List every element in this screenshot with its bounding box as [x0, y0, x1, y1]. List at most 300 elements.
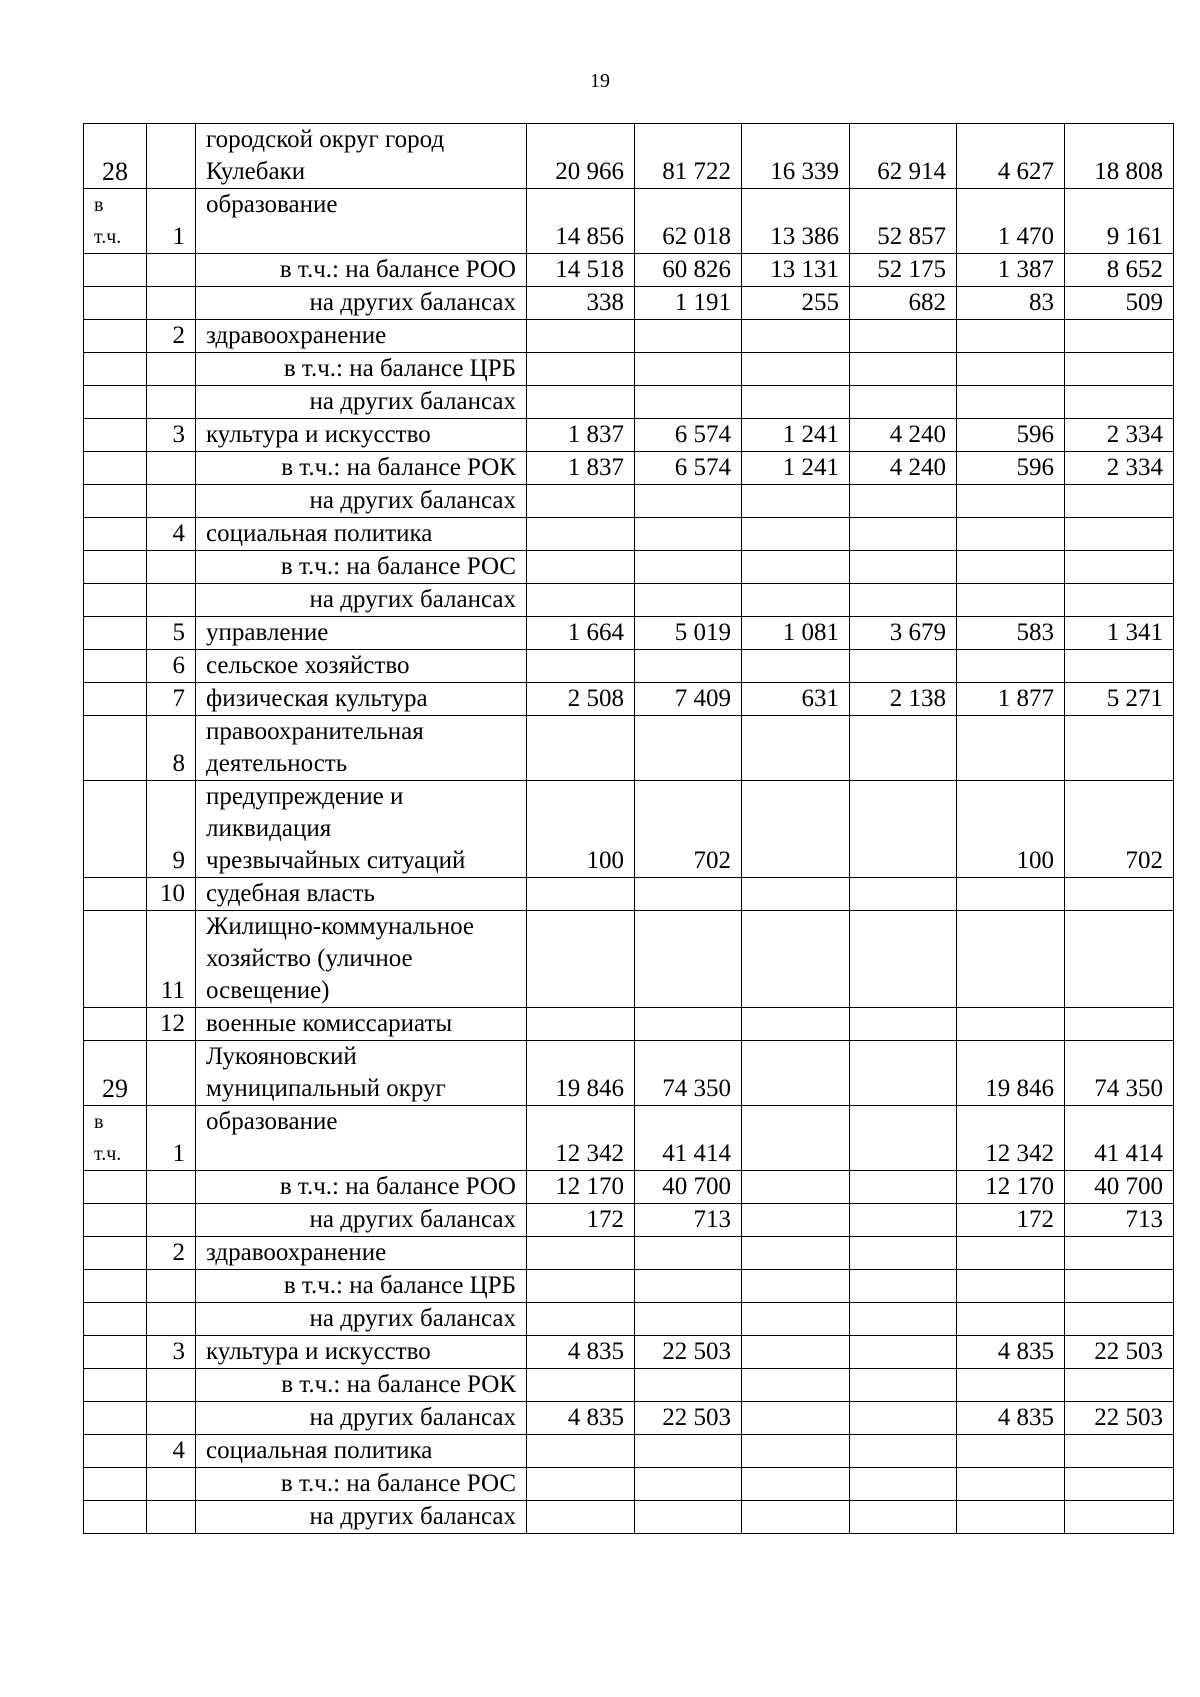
item-index: 6 — [147, 650, 196, 683]
value-cell — [850, 1171, 957, 1204]
value-cell — [850, 1435, 957, 1468]
value-cell: 596 — [957, 419, 1065, 452]
empty-cell — [84, 1237, 147, 1270]
empty-cell — [84, 353, 147, 386]
table-row — [84, 1435, 1174, 1468]
value-cell — [527, 1303, 635, 1336]
value-cell — [957, 320, 1065, 353]
value-cell — [527, 1501, 635, 1534]
value-cell — [957, 386, 1065, 419]
item-name: культура и искусство — [196, 1336, 527, 1369]
subitem-name: в т.ч.: на балансе РОК — [196, 1369, 527, 1402]
subitem-name: на других балансах — [196, 287, 527, 320]
item-index — [147, 551, 196, 584]
value-cell: 41 414 — [1065, 1106, 1174, 1171]
table-row — [84, 1204, 1174, 1237]
table-row — [84, 1369, 1174, 1402]
group-number: 29 — [84, 1041, 147, 1106]
empty-cell — [84, 781, 147, 878]
value-cell: 12 170 — [527, 1171, 635, 1204]
value-cell — [850, 1270, 957, 1303]
value-cell: 22 503 — [1065, 1402, 1174, 1435]
table-row — [84, 584, 1174, 617]
subitem-name: в т.ч.: на балансе РОС — [196, 1468, 527, 1501]
value-cell — [1065, 485, 1174, 518]
value-cell: 62 914 — [850, 124, 957, 189]
value-cell: 631 — [742, 683, 850, 716]
table-row — [84, 878, 1174, 911]
table-row — [84, 911, 1174, 1008]
value-cell — [742, 1369, 850, 1402]
empty-cell — [84, 878, 147, 911]
value-cell — [957, 518, 1065, 551]
value-cell — [1065, 1008, 1174, 1041]
value-cell — [742, 1435, 850, 1468]
value-cell — [850, 1369, 957, 1402]
item-index: 9 — [147, 781, 196, 878]
value-cell: 702 — [1065, 781, 1174, 878]
item-index: 3 — [147, 419, 196, 452]
value-cell — [850, 781, 957, 878]
item-name: управление — [196, 617, 527, 650]
value-cell — [957, 584, 1065, 617]
value-cell — [527, 1237, 635, 1270]
value-cell — [742, 716, 850, 781]
value-cell — [742, 650, 850, 683]
table-row — [84, 518, 1174, 551]
value-cell — [1065, 551, 1174, 584]
value-cell — [742, 485, 850, 518]
value-cell: 1 387 — [957, 254, 1065, 287]
table-row — [84, 1237, 1174, 1270]
subitem-name: на других балансах — [196, 1204, 527, 1237]
value-cell: 12 170 — [957, 1171, 1065, 1204]
item-index: 8 — [147, 716, 196, 781]
value-cell: 2 334 — [1065, 452, 1174, 485]
item-index: 1 — [147, 189, 196, 254]
value-cell — [742, 320, 850, 353]
item-name: образование — [196, 189, 527, 254]
value-cell — [527, 584, 635, 617]
item-name: культура и искусство — [196, 419, 527, 452]
value-cell: 74 350 — [1065, 1041, 1174, 1106]
item-index: 4 — [147, 518, 196, 551]
item-name: городской округ город Кулебаки — [196, 124, 527, 189]
group-note: в т.ч. — [84, 189, 147, 254]
value-cell — [850, 518, 957, 551]
empty-cell — [84, 287, 147, 320]
table-row — [84, 1336, 1174, 1369]
value-cell — [527, 716, 635, 781]
value-cell: 100 — [957, 781, 1065, 878]
item-index — [147, 386, 196, 419]
table-row — [84, 551, 1174, 584]
value-cell — [527, 1270, 635, 1303]
value-cell: 713 — [1065, 1204, 1174, 1237]
subitem-name: в т.ч.: на балансе РОС — [196, 551, 527, 584]
value-cell: 172 — [527, 1204, 635, 1237]
value-cell — [742, 781, 850, 878]
subitem-name: в т.ч.: на балансе ЦРБ — [196, 1270, 527, 1303]
value-cell — [635, 353, 742, 386]
value-cell — [850, 1336, 957, 1369]
value-cell — [850, 1008, 957, 1041]
value-cell: 509 — [1065, 287, 1174, 320]
value-cell: 40 700 — [1065, 1171, 1174, 1204]
value-cell: 52 175 — [850, 254, 957, 287]
value-cell — [742, 1041, 850, 1106]
value-cell: 4 240 — [850, 452, 957, 485]
value-cell — [742, 1468, 850, 1501]
value-cell: 12 342 — [957, 1106, 1065, 1171]
item-index: 5 — [147, 617, 196, 650]
value-cell: 20 966 — [527, 124, 635, 189]
value-cell — [742, 518, 850, 551]
value-cell: 4 835 — [957, 1336, 1065, 1369]
value-cell: 1 241 — [742, 452, 850, 485]
subitem-name: на других балансах — [196, 1402, 527, 1435]
value-cell — [1065, 1468, 1174, 1501]
empty-cell — [84, 617, 147, 650]
item-name: здравоохранение — [196, 1237, 527, 1270]
item-index: 11 — [147, 911, 196, 1008]
value-cell: 1 191 — [635, 287, 742, 320]
empty-cell — [84, 1270, 147, 1303]
empty-cell — [84, 716, 147, 781]
table-row — [84, 353, 1174, 386]
value-cell: 255 — [742, 287, 850, 320]
value-cell — [635, 1369, 742, 1402]
item-index — [147, 353, 196, 386]
value-cell — [635, 1008, 742, 1041]
value-cell — [1065, 1270, 1174, 1303]
empty-cell — [84, 419, 147, 452]
value-cell — [635, 1501, 742, 1534]
value-cell — [957, 1501, 1065, 1534]
table-row — [84, 1468, 1174, 1501]
value-cell: 596 — [957, 452, 1065, 485]
empty-cell — [84, 683, 147, 716]
table-row — [84, 1171, 1174, 1204]
empty-cell — [84, 1336, 147, 1369]
value-cell: 1 341 — [1065, 617, 1174, 650]
empty-cell — [84, 1369, 147, 1402]
value-cell — [635, 1303, 742, 1336]
value-cell — [850, 353, 957, 386]
value-cell — [1065, 386, 1174, 419]
value-cell — [742, 911, 850, 1008]
value-cell — [850, 1204, 957, 1237]
value-cell — [850, 386, 957, 419]
item-index — [147, 1303, 196, 1336]
empty-cell — [84, 1435, 147, 1468]
value-cell: 1 081 — [742, 617, 850, 650]
value-cell: 9 161 — [1065, 189, 1174, 254]
table-row — [84, 1501, 1174, 1534]
subitem-name: на других балансах — [196, 386, 527, 419]
empty-cell — [84, 1204, 147, 1237]
subitem-name: на других балансах — [196, 1501, 527, 1534]
empty-cell — [84, 1468, 147, 1501]
table-row — [84, 683, 1174, 716]
item-index — [147, 1501, 196, 1534]
item-index — [147, 254, 196, 287]
value-cell — [850, 1237, 957, 1270]
value-cell — [742, 1008, 850, 1041]
value-cell — [742, 1501, 850, 1534]
table-row — [84, 419, 1174, 452]
value-cell — [527, 353, 635, 386]
table-row — [84, 781, 1174, 878]
item-index — [147, 1369, 196, 1402]
value-cell — [742, 353, 850, 386]
value-cell — [742, 1402, 850, 1435]
value-cell — [1065, 1435, 1174, 1468]
table-row — [84, 1402, 1174, 1435]
value-cell — [850, 1041, 957, 1106]
value-cell — [635, 386, 742, 419]
value-cell — [527, 485, 635, 518]
value-cell: 2 138 — [850, 683, 957, 716]
empty-cell — [84, 1303, 147, 1336]
table-row — [84, 287, 1174, 320]
empty-cell — [84, 386, 147, 419]
empty-cell — [84, 1008, 147, 1041]
value-cell: 52 857 — [850, 189, 957, 254]
empty-cell — [84, 1171, 147, 1204]
value-cell — [527, 386, 635, 419]
table-row — [84, 1270, 1174, 1303]
value-cell — [635, 1468, 742, 1501]
item-index — [147, 452, 196, 485]
subitem-name: в т.ч.: на балансе ЦРБ — [196, 353, 527, 386]
table-row — [84, 617, 1174, 650]
value-cell — [957, 1270, 1065, 1303]
value-cell — [957, 551, 1065, 584]
value-cell — [1065, 353, 1174, 386]
value-cell — [957, 353, 1065, 386]
value-cell: 5 271 — [1065, 683, 1174, 716]
value-cell — [742, 1106, 850, 1171]
value-cell — [850, 1106, 957, 1171]
value-cell — [1065, 1501, 1174, 1534]
table-row — [84, 1106, 1174, 1171]
value-cell — [742, 1303, 850, 1336]
table-row — [84, 124, 1174, 189]
empty-cell — [84, 650, 147, 683]
item-index: 4 — [147, 1435, 196, 1468]
value-cell — [957, 1369, 1065, 1402]
value-cell — [1065, 716, 1174, 781]
value-cell — [527, 878, 635, 911]
group-note: в т.ч. — [84, 1106, 147, 1171]
value-cell — [635, 584, 742, 617]
value-cell — [742, 878, 850, 911]
item-index: 10 — [147, 878, 196, 911]
value-cell: 682 — [850, 287, 957, 320]
value-cell — [957, 716, 1065, 781]
empty-cell — [84, 1402, 147, 1435]
value-cell — [1065, 911, 1174, 1008]
subitem-name: в т.ч.: на балансе РОК — [196, 452, 527, 485]
subitem-name: в т.ч.: на балансе РОО — [196, 254, 527, 287]
value-cell — [742, 584, 850, 617]
value-cell — [635, 878, 742, 911]
value-cell — [957, 911, 1065, 1008]
item-index — [147, 287, 196, 320]
value-cell — [850, 716, 957, 781]
value-cell — [635, 911, 742, 1008]
value-cell — [850, 1468, 957, 1501]
value-cell — [635, 1435, 742, 1468]
group-number: 28 — [84, 124, 147, 189]
item-index: 2 — [147, 320, 196, 353]
value-cell: 14 518 — [527, 254, 635, 287]
value-cell — [742, 1336, 850, 1369]
subitem-name: на других балансах — [196, 1303, 527, 1336]
value-cell: 1 664 — [527, 617, 635, 650]
item-index: 2 — [147, 1237, 196, 1270]
value-cell — [957, 1468, 1065, 1501]
item-index — [147, 584, 196, 617]
value-cell — [850, 485, 957, 518]
value-cell — [742, 551, 850, 584]
value-cell: 4 240 — [850, 419, 957, 452]
item-name: физическая культура — [196, 683, 527, 716]
table-row — [84, 1041, 1174, 1106]
value-cell — [850, 878, 957, 911]
item-name: Жилищно-коммунальное хозяйство (уличное освещение) — [196, 911, 527, 1008]
value-cell — [850, 1402, 957, 1435]
table-row — [84, 1303, 1174, 1336]
table-row — [84, 386, 1174, 419]
value-cell — [850, 320, 957, 353]
value-cell — [527, 518, 635, 551]
value-cell: 100 — [527, 781, 635, 878]
empty-cell — [84, 518, 147, 551]
item-name: здравоохранение — [196, 320, 527, 353]
item-name: военные комиссариаты — [196, 1008, 527, 1041]
value-cell — [957, 878, 1065, 911]
value-cell — [527, 650, 635, 683]
value-cell: 702 — [635, 781, 742, 878]
value-cell — [635, 551, 742, 584]
item-index: 12 — [147, 1008, 196, 1041]
item-name: социальная политика — [196, 518, 527, 551]
value-cell: 12 342 — [527, 1106, 635, 1171]
value-cell — [850, 551, 957, 584]
value-cell — [1065, 518, 1174, 551]
empty-cell — [84, 254, 147, 287]
value-cell — [635, 518, 742, 551]
value-cell — [957, 650, 1065, 683]
table-row — [84, 320, 1174, 353]
value-cell — [527, 1435, 635, 1468]
value-cell — [742, 1171, 850, 1204]
value-cell — [635, 485, 742, 518]
value-cell — [957, 485, 1065, 518]
table-body — [84, 124, 1174, 1534]
item-name: социальная политика — [196, 1435, 527, 1468]
value-cell: 4 835 — [957, 1402, 1065, 1435]
item-index — [147, 1270, 196, 1303]
value-cell: 583 — [957, 617, 1065, 650]
value-cell: 6 574 — [635, 419, 742, 452]
value-cell — [527, 911, 635, 1008]
value-cell: 6 574 — [635, 452, 742, 485]
value-cell — [957, 1237, 1065, 1270]
value-cell: 338 — [527, 287, 635, 320]
value-cell — [742, 1237, 850, 1270]
item-name: сельское хозяйство — [196, 650, 527, 683]
value-cell — [1065, 1303, 1174, 1336]
empty-cell — [84, 551, 147, 584]
item-index — [147, 1402, 196, 1435]
value-cell: 2 508 — [527, 683, 635, 716]
value-cell — [742, 386, 850, 419]
table-row — [84, 452, 1174, 485]
value-cell — [742, 1204, 850, 1237]
item-name: судебная власть — [196, 878, 527, 911]
value-cell — [527, 551, 635, 584]
value-cell — [635, 1237, 742, 1270]
value-cell — [527, 1008, 635, 1041]
value-cell: 172 — [957, 1204, 1065, 1237]
table-row — [84, 485, 1174, 518]
item-index — [147, 1041, 196, 1106]
value-cell: 22 503 — [635, 1402, 742, 1435]
subitem-name: на других балансах — [196, 584, 527, 617]
table-row — [84, 650, 1174, 683]
table-row — [84, 716, 1174, 781]
table-row — [84, 254, 1174, 287]
value-cell — [527, 1369, 635, 1402]
subitem-name: на других балансах — [196, 485, 527, 518]
empty-cell — [84, 911, 147, 1008]
value-cell — [1065, 650, 1174, 683]
value-cell: 18 808 — [1065, 124, 1174, 189]
value-cell: 1 241 — [742, 419, 850, 452]
value-cell — [850, 1501, 957, 1534]
item-name: образование — [196, 1106, 527, 1171]
table-row — [84, 189, 1174, 254]
value-cell: 74 350 — [635, 1041, 742, 1106]
value-cell: 62 018 — [635, 189, 742, 254]
budget-table — [83, 123, 1174, 1534]
item-name: правоохранительная деятельность — [196, 716, 527, 781]
value-cell: 14 856 — [527, 189, 635, 254]
value-cell: 1 470 — [957, 189, 1065, 254]
item-index: 3 — [147, 1336, 196, 1369]
value-cell — [635, 716, 742, 781]
value-cell: 19 846 — [957, 1041, 1065, 1106]
value-cell — [850, 584, 957, 617]
item-name: Лукояновский муниципальный округ — [196, 1041, 527, 1106]
value-cell: 4 627 — [957, 124, 1065, 189]
value-cell — [1065, 584, 1174, 617]
value-cell — [1065, 1369, 1174, 1402]
value-cell: 2 334 — [1065, 419, 1174, 452]
value-cell — [527, 1468, 635, 1501]
empty-cell — [84, 320, 147, 353]
value-cell: 7 409 — [635, 683, 742, 716]
empty-cell — [84, 1501, 147, 1534]
subitem-name: в т.ч.: на балансе РОО — [196, 1171, 527, 1204]
value-cell — [850, 1303, 957, 1336]
empty-cell — [84, 485, 147, 518]
value-cell — [1065, 878, 1174, 911]
value-cell: 81 722 — [635, 124, 742, 189]
